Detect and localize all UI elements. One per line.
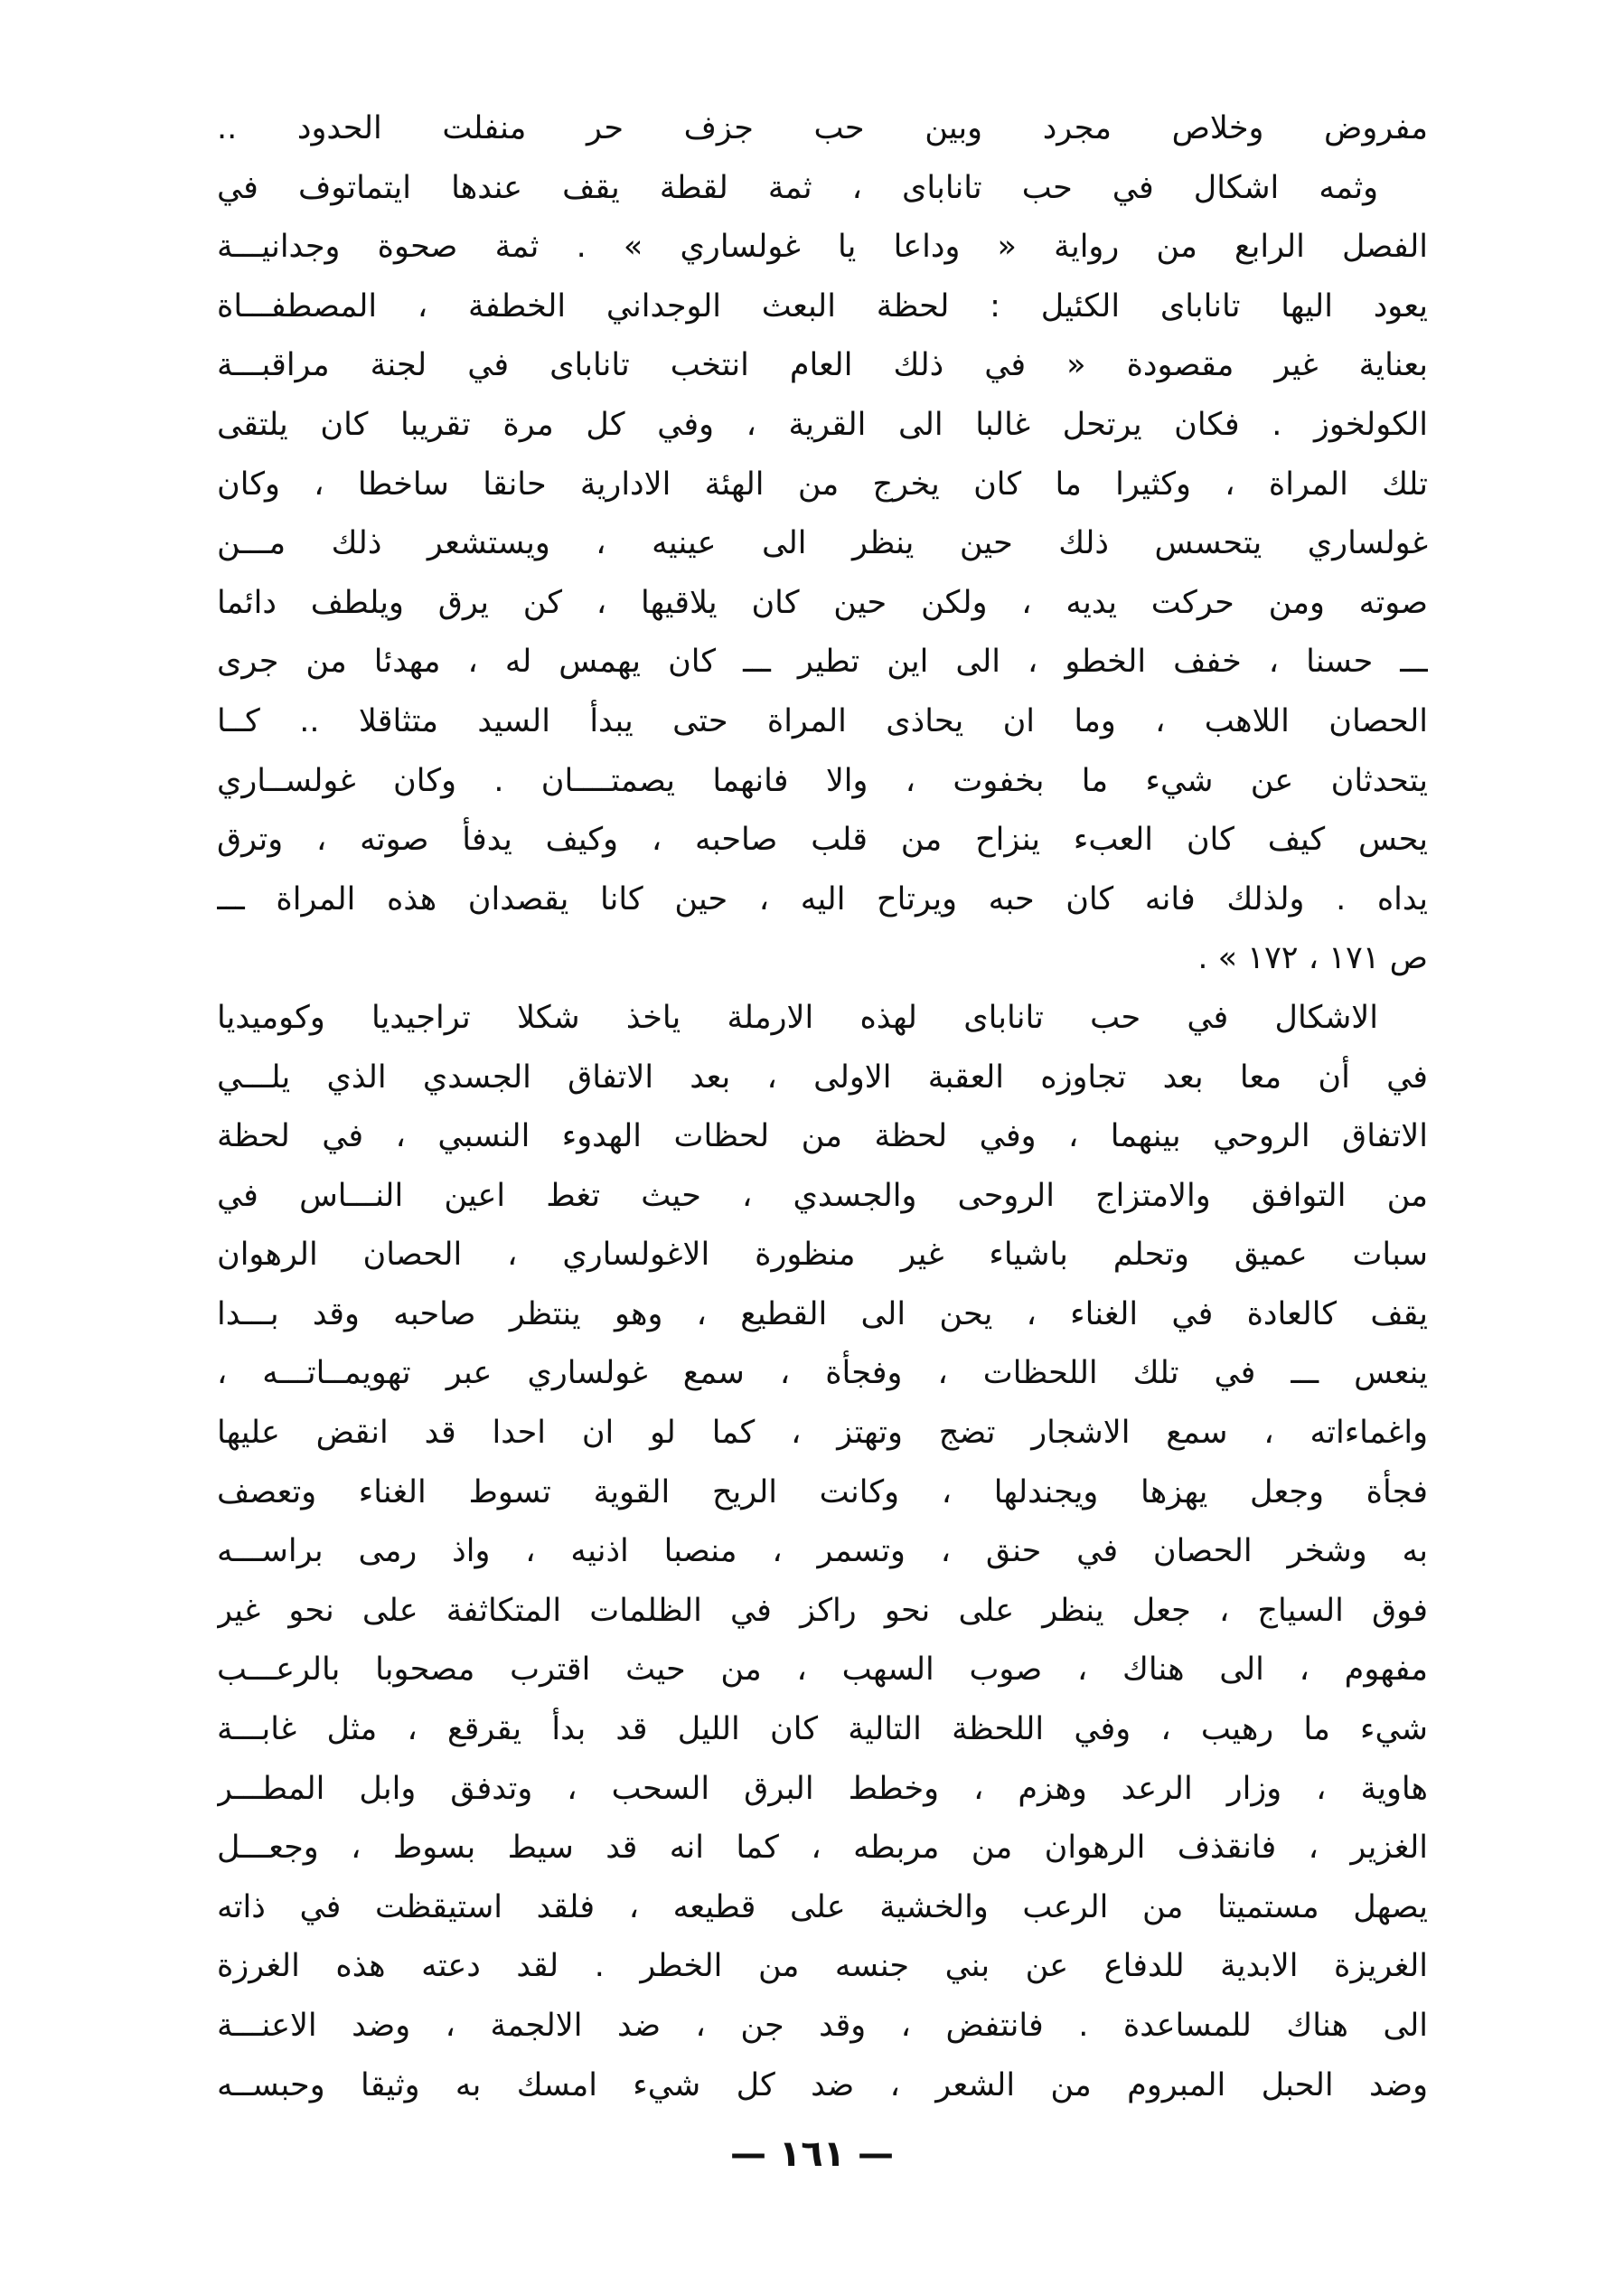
- text-line: يعود اليها تانابای الكئيل : لحظة البعث الوجداني الخطفة ، المصطفـــاة: [217, 287, 1428, 325]
- text-line: الاتفاق الروحي بينهما ، وفي لحظة من لحظات الهدوء النسبي ، في لحظة: [217, 1118, 1428, 1155]
- text-line: به وشخر الحصان في حنق ، وتسمر ، منصبا اذنيه ، واذ رمى براســـه: [217, 1533, 1428, 1570]
- text-line: يتحدثان عن شيء ما بخفوت ، والا فانهما يصمتــــان . وكان غولســاري: [217, 762, 1428, 799]
- text-line: صوته ومن حركت يديه ، ولكن حين كان يلاقيها ، كن يرق ويلطف دائما: [217, 584, 1428, 621]
- text-line: من التوافق والامتزاج الروحى والجسدي ، حيث تغط اعين النـــاس في: [217, 1177, 1428, 1214]
- text-line: سبات عميق وتحلم باشياء غير منظورة الاغولساري ، الحصان الرهوان: [217, 1237, 1428, 1274]
- text-line: الحصان اللاهب ، وما ان يحاذى المراة حتى يبدأ السيد متثاقلا .. كــا: [217, 702, 1428, 739]
- text-line: يصهل مستميتا من الرعب والخشية على قطيعه ، فلقد استيقظت في ذاته: [217, 1888, 1428, 1925]
- text-line: ـــ حسنا ، خفف الخطو ، الى اين تطير ـــ كان يهمس له ، مهدئا من جرى: [217, 644, 1428, 681]
- text-line: يحس كيف كان العبء ينزاح من قلب صاحبه ، وكيف يدفأ صوته ، وترق: [217, 822, 1428, 859]
- text-line: وضد الحبل المبروم من الشعر ، ضد كل شيء امسك به وثيقا وحبســه: [217, 2066, 1428, 2103]
- text-line: بعناية غير مقصودة « في ذلك العام انتخب تانابای في لجنة مراقبـــة: [217, 347, 1428, 384]
- page-number: — ١٦١ —: [729, 2133, 895, 2175]
- text-line: ينعس ـــ في تلك اللحظات ، وفجأة ، سمع غولساري عبر تهويمــاتـــه ،: [217, 1355, 1428, 1392]
- text-line: يداه . ولذلك فانه كان حبه ويرتاح اليه ، حين كانا يقصدان هذه المراة ـــ: [217, 880, 1428, 917]
- text-line: الغزير ، فانقذف الرهوان من مربطه ، كما انه قد سيط بسوط ، وجعـــل: [217, 1830, 1428, 1867]
- text-line: فجأة وجعل يهزها ويجندلها ، وكانت الريح القوية تسوط الغناء وتعصف: [217, 1473, 1428, 1510]
- text-line: الاشكال في حب تانابای لهذه الارملة ياخذ شكلا تراجيديا وكوميديا: [217, 999, 1378, 1036]
- text-line: الفصل الرابع من رواية « وداعا يا غولساري » . ثمة صحوة وجدانيـــة: [217, 229, 1428, 266]
- text-line: الى هناك للمساعدة . فانتفض ، وقد جن ، ضد الالجمة ، وضد الاعنـــة: [217, 2008, 1428, 2044]
- text-line: وثمه اشكال في حب تانابای ، ثمة لقطة يقف عندها ايتماتوف في: [217, 169, 1378, 206]
- text-line: مفهوم ، الى هناك ، صوب السهب ، من حيث اقترب مصحوبا بالرعـــب: [217, 1651, 1428, 1689]
- text-line: الكولخوز . فكان يرتحل غالبا الى القرية ، وفي كل مرة تقريبا كان يلتقى: [217, 406, 1428, 443]
- text-line: تلك المراة ، وكثيرا ما كان يخرج من الهئة الادارية حانقا ساخطا ، وكان: [217, 466, 1428, 503]
- text-line: شيء ما رهيب ، وفي اللحظة التالية كان الليل قد بدأ يقرقع ، مثل غابـــة: [217, 1711, 1428, 1748]
- text-line: في أن معا بعد تجاوزه العقبة الاولى ، بعد الاتفاق الجسدي الذي يلـــي: [217, 1059, 1428, 1096]
- text-line: ص ١٧١ ، ١٧٢ » .: [1197, 940, 1428, 977]
- text-line: واغماءاته ، سمع الاشجار تضج وتهتز ، كما لو ان احدا قد انقض عليها: [217, 1415, 1428, 1452]
- text-line: غولساري يتحسس ذلك حين ينظر الى عينيه ، ويستشعر ذلك مـــن: [217, 525, 1428, 562]
- text-line: الغريزة الابدية للدفاع عن بني جنسه من الخطر . لقد دعته هذه الغرزة: [217, 1948, 1428, 1985]
- text-line: مفروض وخلاص مجرد وبين حب جزف حر منفلت الحدود ..: [217, 110, 1428, 146]
- text-line: يقف كالعادة في الغناء ، يحن الى القطيع ، وهو ينتظر صاحبه وقد بـــدا: [217, 1295, 1428, 1332]
- body-text: [217, 99, 1428, 2115]
- text-line: فوق السياج ، جعل ينظر على نحو راكز في الظلمات المتكاثفة على نحو غير: [217, 1592, 1428, 1629]
- text-line: هاوية ، وزار الرعد وهزم ، وخطط البرق السحب ، وتدفق وابل المطـــر: [217, 1770, 1428, 1807]
